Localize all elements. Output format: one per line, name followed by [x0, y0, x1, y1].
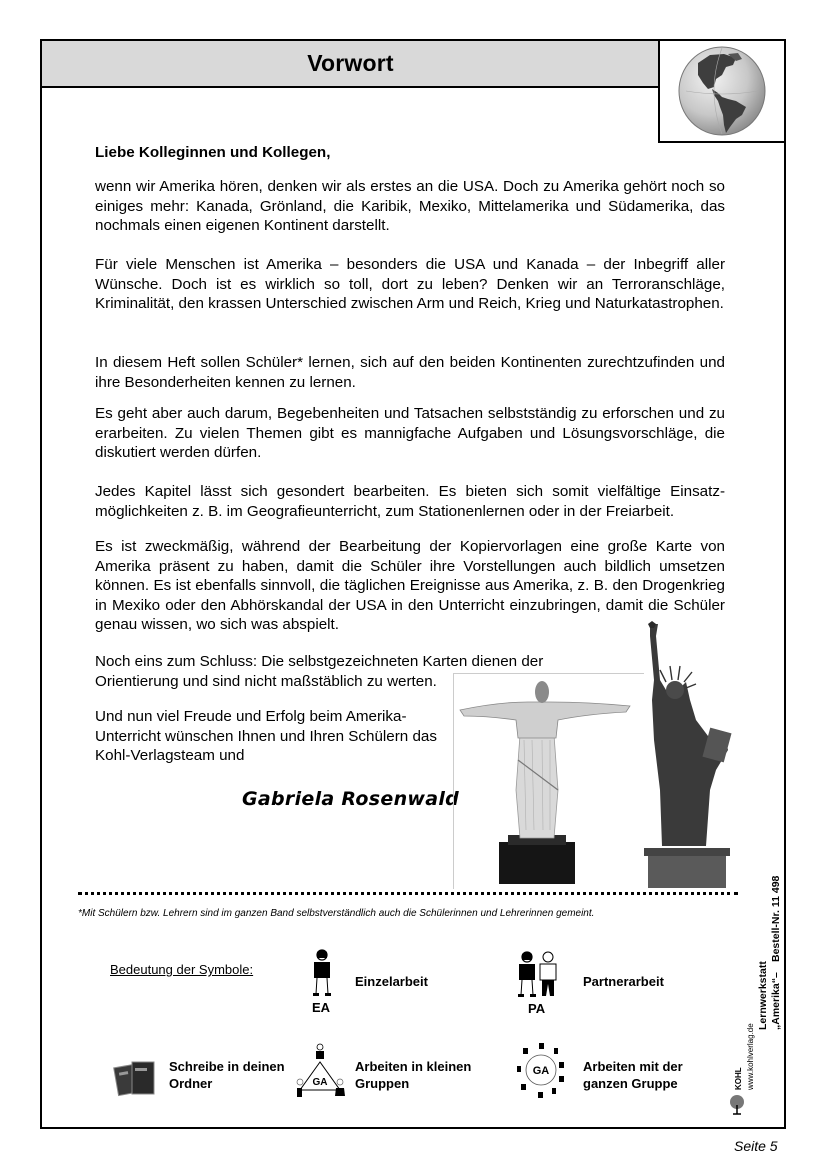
legend-title	[110, 962, 253, 977]
symbol-label-ordner: Schreibe in deinen Ordner	[169, 1059, 285, 1091]
paragraph: Und nun viel Freude und Erfolg beim Amerika-Unterricht wünschen Ihnen und Ihren Schülern das Kohl-Verlagsteam und	[95, 708, 437, 765]
symbol-label-kleine-gruppen: Arbeiten in kleinen Gruppen	[355, 1059, 472, 1091]
title-bar	[40, 39, 661, 88]
globe-americas-icon	[676, 45, 768, 137]
page-number: Seite 5	[734, 1138, 778, 1154]
paragraph: Jedes Kapitel lässt sich gesondert bearbeiten. Es bieten sich somit vielfältige Einsatzmöglichkeiten z. B. im Geografieunterricht, zum Stationenlernen oder in der Freiarbeit.	[95, 483, 725, 520]
symbol-code-ea: EA	[312, 1000, 331, 1015]
sidebar-dash: –	[770, 972, 782, 978]
symbol-label-einzelarbeit: Einzelarbeit	[355, 974, 428, 989]
symbol-label-ganze-gruppe: Arbeiten mit der ganzen Gruppe	[583, 1059, 683, 1091]
two-persons-icon	[516, 950, 560, 1000]
signature: Gabriela Rosenwald	[242, 788, 460, 810]
order-number: Bestell-Nr. 11 498	[770, 875, 782, 962]
symbol-code-ga-small: GA	[312, 1077, 328, 1088]
paragraph: Für viele Menschen ist Amerika – besonders die USA und Kanada – der Inbegriff aller Wünsche. Doch ist es wirklich so toll, dort zu leben? Denken wir an Terroranschläge, Kriminalität, den krassen Unterschied zwischen Arm und Reich, Krieg und Naturkatastrophen.	[95, 256, 725, 313]
single-person-icon	[309, 948, 335, 998]
paragraph: Noch eins zum Schluss: Die selbstgezeichneten Karten dienen der Orientierung und sind nicht maßstäblich zu werten.	[95, 653, 544, 690]
symbol-code-ga-whole: GA	[532, 1065, 550, 1077]
page-title: Vorwort	[307, 50, 394, 76]
footnote: *Mit Schülern bzw. Lehrern sind im ganzen Band selbstverständlich auch die Schülerinnen und Lehrerinnen gemeint.	[78, 908, 595, 919]
paragraph: Es geht aber auch darum, Begebenheiten und Tatsachen selbstständig zu erforschen und zu erarbeiten. Zu vielen Themen gibt es mannigfache Aufgaben und Lösungsvorschläge, die diskutiert werden dürfen.	[95, 405, 725, 462]
publisher-logo-text: KOHL	[734, 1067, 743, 1090]
symbol-code-pa: PA	[528, 1001, 546, 1016]
globe-box	[658, 39, 786, 143]
christ-the-redeemer-image	[458, 680, 633, 885]
whole-group-circle-icon	[515, 1040, 567, 1100]
symbol-label-partnerarbeit: Partnerarbeit	[583, 974, 664, 989]
small-group-triangle-icon	[296, 1042, 346, 1100]
legend-title-text: Bedeutung der Symbole	[110, 962, 250, 977]
paragraph: In diesem Heft sollen Schüler* lernen, sich auf den beiden Kontinenten zurechtzufinden und ihre Besonderheiten kennen zu lernen.	[95, 354, 725, 391]
legend-title-colon: :	[249, 962, 254, 977]
paragraph: Es ist zweckmäßig, während der Bearbeitung der Kopiervorlagen eine große Karte von Amerika präsent zu haben, damit die Schüler ihre Vorstellungen auch bildlich umsetzen können. Es ist ebenfalls sinnvoll, die täglichen Ereignisse aus Amerika, z. B. den Drogenkrieg in Mexiko oder den Abhörskandal der USA in den Unterricht einzubringen, damit die Schüler genau wissen, wo sich was abspielt.	[95, 538, 725, 634]
dotted-divider	[78, 892, 738, 895]
folder-notebooks-icon	[112, 1058, 158, 1100]
greeting: Liebe Kolleginnen und Kollegen,	[95, 144, 331, 161]
paragraph: wenn wir Amerika hören, denken wir als erstes an die USA. Doch zu Amerika gehört noch so einiges mehr: Kanada, Grönland, die Karibik, Mexiko, Mittelamerika und Südamerika, das nochmals einen eigenen Kontinent darstellt.	[95, 178, 725, 235]
statue-of-liberty-image	[640, 620, 735, 890]
series-title: Lernwerkstatt	[757, 961, 769, 1030]
book-title: „Amerika“	[770, 978, 782, 1030]
kohl-tree-logo-icon	[728, 1094, 748, 1116]
publisher-website: www.kohlverlag.de	[746, 1023, 755, 1090]
